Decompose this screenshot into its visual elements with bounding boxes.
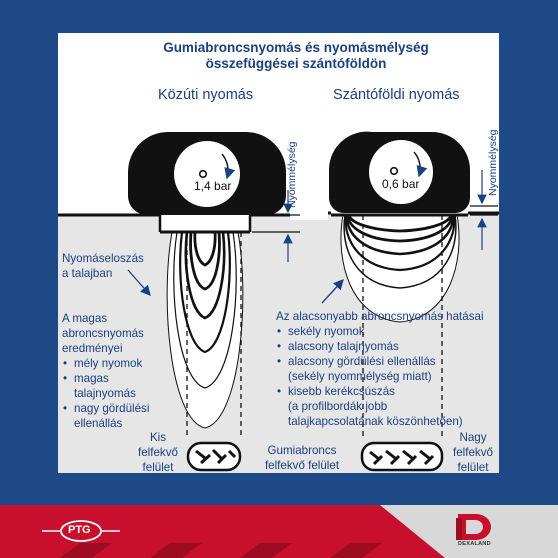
list-item: • alacsony talajnyomás [277,340,399,353]
left-heading: Közúti nyomás [158,87,254,103]
list-item: • kisebb kerékcsúszás [277,385,395,398]
pressure-distribution-label: Nyomáseloszás a talajban [62,252,144,280]
list-item: • magas [63,372,109,385]
list-item: • nagy gördülési [63,402,150,415]
contact-patch-small [188,443,240,470]
tire-contact-label: Gumiabroncs felfekvő felület [264,444,340,472]
rut-left [160,215,250,233]
dexaland-label: DEXALAND [458,541,491,547]
depth-label-left: Nyommélység [286,141,298,208]
right-pressure-value: 0,6 bar [382,177,420,191]
list-item: • sekély nyomok [277,325,365,338]
left-pressure-value: 1,4 bar [194,179,232,193]
list-item: • alacsony gördülési ellenállás [277,355,436,368]
large-contact-label: Nagy felfekvő felület [453,431,493,474]
ptg-logo-text: PTG [68,524,91,536]
tire-left [128,132,286,215]
page-title: Gumiabroncsnyomás és nyomásmélység összefüggései szántóföldön [163,40,429,71]
low-pressure-effects: Az alacsonyabb abroncsnyomás hatásai • sekély nyomok • alacsony talajnyomás • alacsony gördülési ellenállás (sekély nyommélység miatt) • kisebb kerékcsúszás (a profilbordák jobb talajkapcsolatának köszönhetően) [276,310,484,428]
depth-label-right: Nyommélység [487,129,499,196]
small-contact-label: Kis felfekvő felület [138,431,178,474]
right-heading: Szántóföldi nyomás [333,87,460,103]
tire-right [329,132,470,213]
high-pressure-results: A magas abroncsnyomás eredményei • mély nyomok • magas talajnyomás • nagy gördülési ellenállás [62,312,150,430]
list-item: • mély nyomok [63,357,143,370]
contact-patch-large [362,443,442,470]
